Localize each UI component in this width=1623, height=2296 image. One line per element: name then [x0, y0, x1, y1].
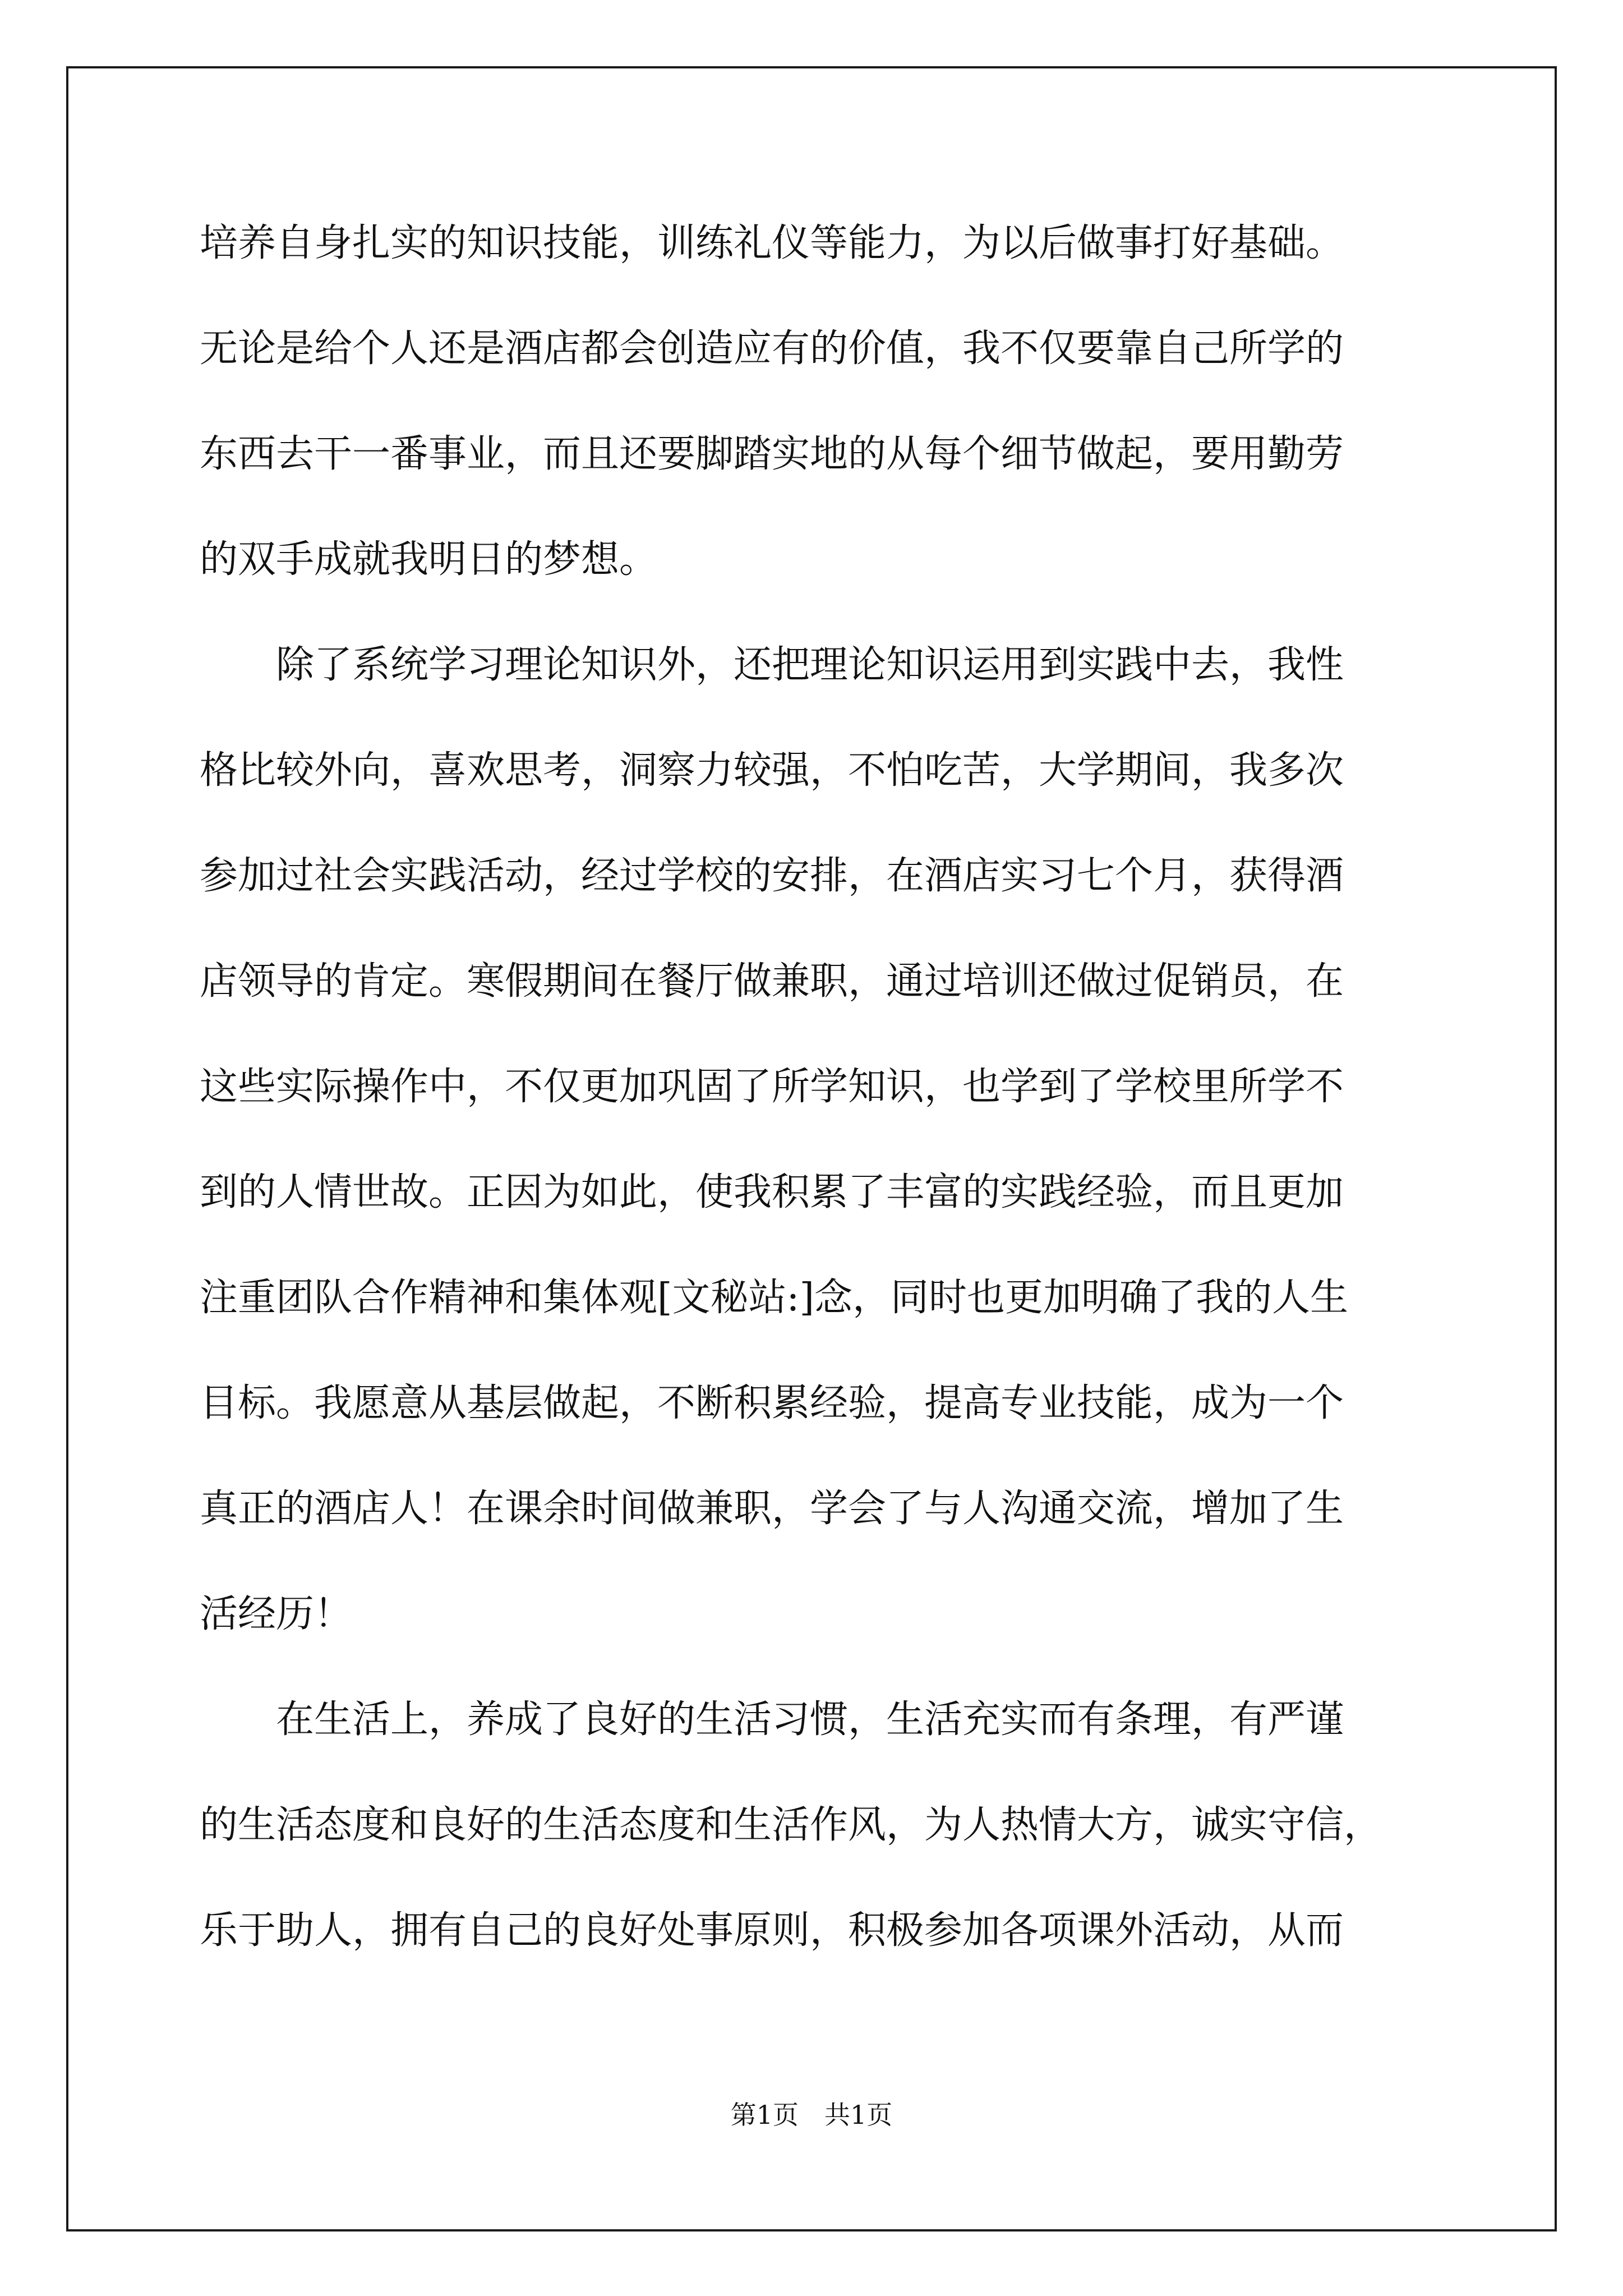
text-line: 的生活态度和良好的生活态度和生活作风，为人热情大方，诚实守信， — [200, 1803, 1382, 1847]
page-number: 第1页 共1页 — [730, 2100, 893, 2130]
text-line: 店领导的肯定。寒假期间在餐厅做兼职，通过培训还做过促销员，在 — [200, 959, 1344, 1004]
text-line: 在生活上，养成了良好的生活习惯，生活充实而有条理，有严谨 — [200, 1697, 1344, 1742]
text-line: 培养自身扎实的知识技能，训练礼仪等能力，为以后做事打好基础。 — [200, 221, 1344, 265]
text-line: 的双手成就我明日的梦想。 — [200, 537, 658, 582]
text-line: 这些实际操作中，不仅更加巩固了所学知识，也学到了学校里所学不 — [200, 1065, 1344, 1109]
text-line: 无论是给个人还是酒店都会创造应有的价值，我不仅要靠自己所学的 — [200, 326, 1344, 371]
text-line: 注重团队合作精神和集体观[文秘站:]念，同时也更加明确了我的人生 — [200, 1276, 1348, 1320]
text-line: 到的人情世故。正因为如此，使我积累了丰富的实践经验，而且更加 — [200, 1170, 1344, 1214]
text-line: 真正的酒店人！在课余时间做兼职，学会了与人沟通交流，增加了生 — [200, 1487, 1344, 1531]
page-footer — [0, 2098, 1623, 2132]
text-line: 目标。我愿意从基层做起，不断积累经验，提高专业技能，成为一个 — [200, 1381, 1344, 1425]
text-line: 格比较外向，喜欢思考，洞察力较强，不怕吃苦，大学期间，我多次 — [200, 748, 1344, 793]
text-line: 参加过社会实践活动，经过学校的安排，在酒店实习七个月，获得酒 — [200, 854, 1344, 898]
document-body — [200, 191, 1439, 1984]
text-line: 除了系统学习理论知识外，还把理论知识运用到实践中去，我性 — [200, 643, 1344, 687]
text-line: 东西去干一番事业，而且还要脚踏实地的从每个细节做起，要用勤劳 — [200, 432, 1344, 476]
text-line: 活经历！ — [200, 1592, 353, 1636]
text-line: 乐于助人，拥有自己的良好处事原则，积极参加各项课外活动，从而 — [200, 1908, 1344, 1953]
